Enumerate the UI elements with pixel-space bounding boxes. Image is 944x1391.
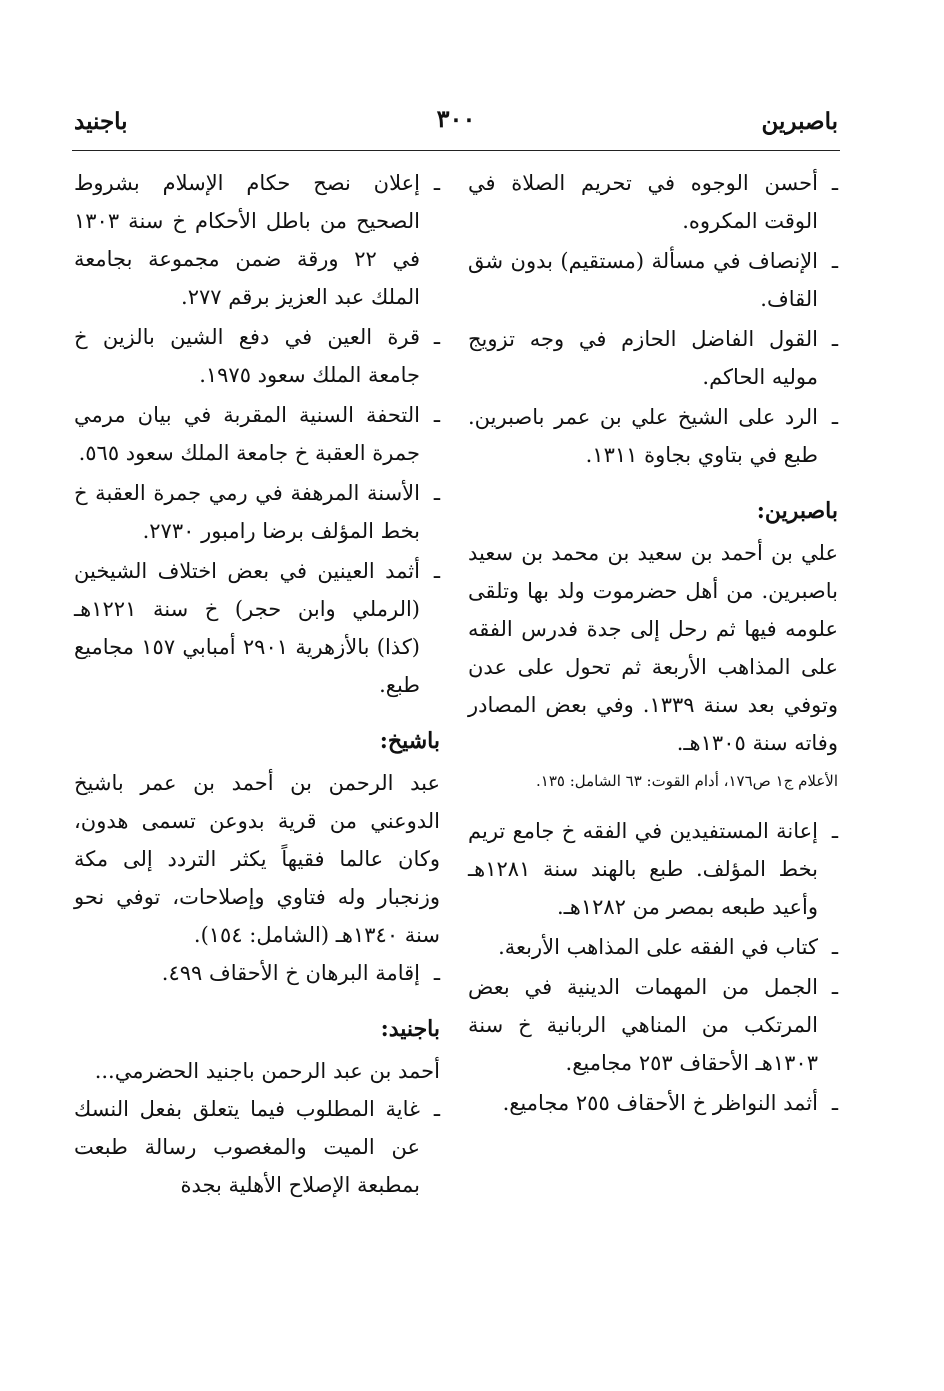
entry-heading: باشيخ: [379, 728, 440, 754]
list-item: ـ كتاب في الفقه على المذاهب الأربعة. [498, 935, 838, 959]
list-item: ـ غاية المطلوب فيما يتعلق بفعل النسك عن الميت والمغصوب رسالة طبعت بمطبعة الإصلاح الأهلية بجدة [74, 1097, 440, 1197]
page-number: ٣٠٠ [436, 104, 476, 133]
list-item: ـ إقامة البرهان خ الأحقاف ٤٩٩. [161, 961, 440, 985]
list-item: ـ القول الفاضل الحازم في وجه تزويج موليه الحاكم. [468, 327, 838, 389]
list-item: ـ أثمد النواظر خ الأحقاف ٢٥٥ مجاميع. [502, 1091, 838, 1115]
list-item: ـ الجمل من المهمات الدينية في بعض المرتكب من المناهي الربانية خ سنة ١٣٠٣هـ الأحقاف ٢٥٣ مجاميع. [468, 975, 838, 1075]
list-item: ـ أثمد العينين في بعض اختلاف الشيخين (الرملي وابن حجر) خ سنة ١٢٢١هـ (كذا) بالأزهرية ٢٩٠١ أمبابي ١٥٧ مجاميع طبع. [74, 559, 440, 697]
list-item: ـ قرة العين في دفع الشين بالزين خ جامعة الملك سعود ١٩٧٥. [74, 325, 440, 387]
entry-biography: علي بن أحمد بن سعيد بن محمد بن سعيد باصبرين. من أهل حضرموت ولد بها وتلقى علومه فيها ثم رحل إلى جدة فدرس الفقه على المذاهب الأربعة ثم تحول على عدن وتوفي بعد سنة ١٣٣٩. وفي بعض المصادر وفاته سنة ١٣٠٥هـ. [468, 541, 839, 755]
list-item: ـ التحفة السنية المقربة في بيان مرمي جمرة العقبة خ جامعة الملك سعود ٥٦٥. [74, 403, 440, 465]
list-item: ـ إعلان نصح حكام الإسلام بشروط الصحيح من باطل الأحكام خ سنة ١٣٠٣ في ٢٢ ورقة ضمن مجموعة بجامعة الملك عبد العزيز برقم ٢٧٧. [74, 171, 440, 309]
sources-note: الأعلام ج١ ص١٧٦، أدام القوت: ٦٣ الشامل: ١٣٥. [536, 772, 838, 790]
left-column [74, 164, 440, 1206]
running-title-right: باصبرين [761, 108, 838, 135]
list-item: ـ الرد على الشيخ علي بن عمر باصبرين. طبع في بتاوي بجاوة ١٣١١. [468, 405, 838, 467]
list-item: ـ إعانة المستفيدين في الفقه خ جامع تريم بخط المؤلف. طبع بالهند سنة ١٢٨١هـ وأعيد طبعه بمصر من ١٢٨٢هـ. [468, 819, 838, 919]
header-rule [72, 150, 840, 151]
running-title-left: باجنيد [74, 108, 128, 135]
entry-heading: باصبرين: [756, 498, 838, 524]
entry-heading: باجنيد: [380, 1016, 440, 1042]
entry-biography: أحمد بن عبد الرحمن باجنيد الحضرمي... [94, 1059, 440, 1083]
page-header [74, 104, 838, 144]
right-column [468, 164, 838, 1124]
list-item: ـ الإنصاف في مسألة (مستقيم) بدون شق القاف. [468, 249, 838, 311]
list-item: ـ أحسن الوجوه في تحريم الصلاة في الوقت المكروه. [468, 171, 838, 233]
entry-biography: عبد الرحمن بن أحمد بن عمر باشيخ الدوعني من قرية بدوعن تسمى هدون، وكان عالما فقيهاً يكثر التردد إلى مكة وزنجبار وله فتاوي وإصلاحات، توفي نحو سنة ١٣٤٠هـ (الشامل: ١٥٤). [74, 771, 440, 947]
list-item: ـ الأسنة المرهفة في رمي جمرة العقبة خ بخط المؤلف برضا رامبور ٢٧٣٠. [74, 481, 440, 543]
